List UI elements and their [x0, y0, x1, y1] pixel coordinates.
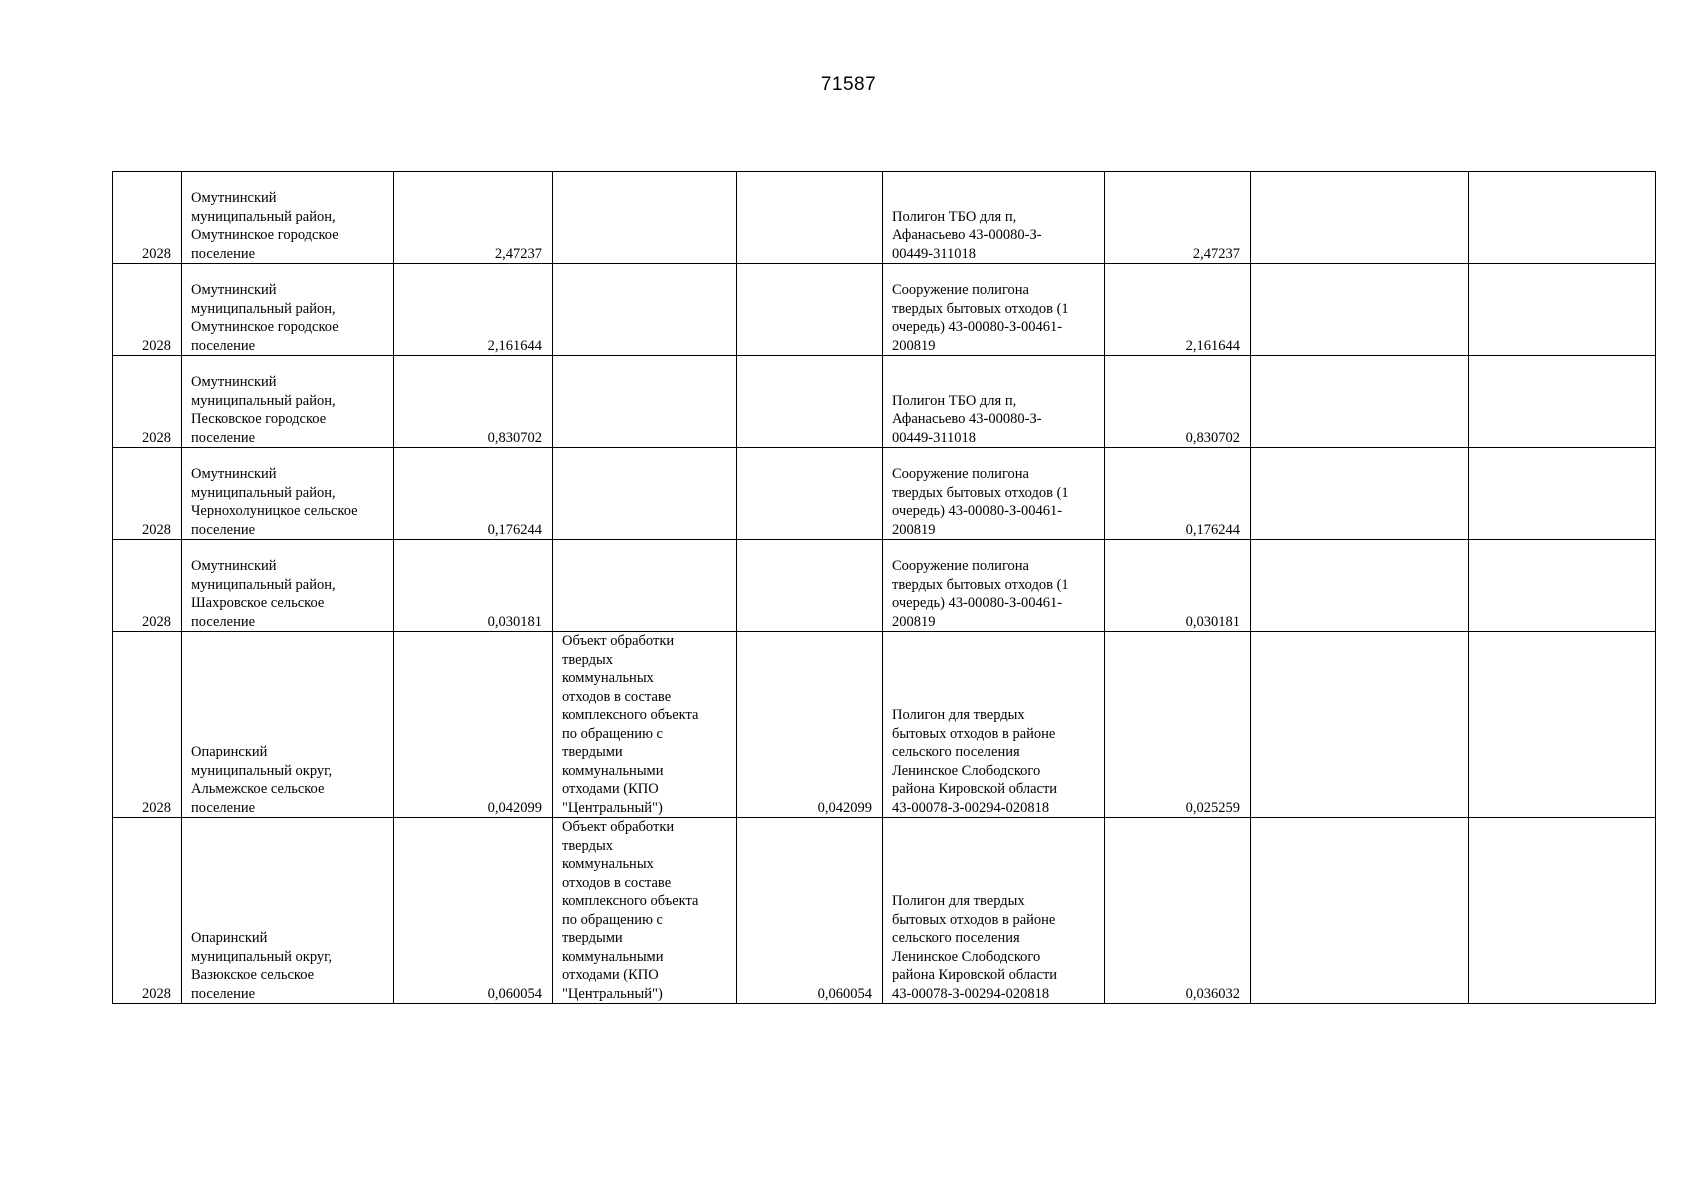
disposal-object-cell: Полигон ТБО для п, Афанасьево 43-00080-З- 00449-311018: [883, 172, 1105, 264]
page-number: 71587: [820, 74, 877, 95]
municipality-cell: Опаринский муниципальный округ, Вазюкское сельское поселение: [182, 818, 394, 1004]
municipality-cell: Омутнинский муниципальный район, Шахровское сельское поселение: [182, 540, 394, 632]
processing-mass-cell: [737, 264, 883, 356]
table-body: [113, 172, 1656, 1004]
mass-cell: 2,161644: [394, 264, 553, 356]
processing-mass-cell: 0,042099: [737, 632, 883, 818]
empty-cell: [1251, 632, 1469, 818]
municipality-cell: Опаринский муниципальный округ, Альмежское сельское поселение: [182, 632, 394, 818]
empty-cell: [1251, 264, 1469, 356]
empty-cell: [1469, 540, 1656, 632]
processing-mass-cell: [737, 172, 883, 264]
empty-cell: [1469, 264, 1656, 356]
municipality-cell: Омутнинский муниципальный район, Омутнинское городское поселение: [182, 264, 394, 356]
year-cell: 2028: [113, 264, 182, 356]
disposal-mass-cell: 0,030181: [1105, 540, 1251, 632]
empty-cell: [1469, 356, 1656, 448]
disposal-mass-cell: 0,176244: [1105, 448, 1251, 540]
year-cell: 2028: [113, 818, 182, 1004]
processing-mass-cell: [737, 540, 883, 632]
processing-object-cell: Объект обработки твердых коммунальных отходов в составе комплексного объекта по обращению с твердыми коммунальными отходами (КПО "Центральный"): [553, 818, 737, 1004]
empty-cell: [1251, 356, 1469, 448]
mass-cell: 0,042099: [394, 632, 553, 818]
municipality-cell: Омутнинский муниципальный район, Чернохолуницкое сельское поселение: [182, 448, 394, 540]
disposal-mass-cell: 0,830702: [1105, 356, 1251, 448]
processing-object-cell: [553, 448, 737, 540]
processing-object-cell: [553, 356, 737, 448]
empty-cell: [1469, 632, 1656, 818]
table-row: [113, 356, 1656, 448]
mass-cell: 0,060054: [394, 818, 553, 1004]
disposal-object-cell: Сооружение полигона твердых бытовых отходов (1 очередь) 43-00080-З-00461- 200819: [883, 264, 1105, 356]
table-row: [113, 264, 1656, 356]
processing-mass-cell: [737, 448, 883, 540]
processing-object-cell: Объект обработки твердых коммунальных отходов в составе комплексного объекта по обращению с твердыми коммунальными отходами (КПО "Центральный"): [553, 632, 737, 818]
processing-mass-cell: [737, 356, 883, 448]
disposal-object-cell: Полигон для твердых бытовых отходов в районе сельского поселения Ленинское Слободского района Кировской области 43-00078-З-00294-020818: [883, 632, 1105, 818]
municipality-cell: Омутнинский муниципальный район, Омутнинское городское поселение: [182, 172, 394, 264]
processing-object-cell: [553, 540, 737, 632]
table-row: [113, 172, 1656, 264]
year-cell: 2028: [113, 540, 182, 632]
year-cell: 2028: [113, 448, 182, 540]
disposal-object-cell: Полигон для твердых бытовых отходов в районе сельского поселения Ленинское Слободского района Кировской области 43-00078-З-00294-020818: [883, 818, 1105, 1004]
mass-cell: 0,030181: [394, 540, 553, 632]
year-cell: 2028: [113, 632, 182, 818]
municipality-cell: Омутнинский муниципальный район, Песковское городское поселение: [182, 356, 394, 448]
table-row: [113, 818, 1656, 1004]
mass-cell: 2,47237: [394, 172, 553, 264]
table-row: [113, 632, 1656, 818]
empty-cell: [1469, 818, 1656, 1004]
disposal-object-cell: Сооружение полигона твердых бытовых отходов (1 очередь) 43-00080-З-00461- 200819: [883, 540, 1105, 632]
year-cell: 2028: [113, 356, 182, 448]
mass-cell: 0,176244: [394, 448, 553, 540]
disposal-mass-cell: 2,161644: [1105, 264, 1251, 356]
disposal-mass-cell: 2,47237: [1105, 172, 1251, 264]
empty-cell: [1251, 448, 1469, 540]
table-row: [113, 448, 1656, 540]
mass-cell: 0,830702: [394, 356, 553, 448]
empty-cell: [1251, 540, 1469, 632]
processing-mass-cell: 0,060054: [737, 818, 883, 1004]
disposal-object-cell: Полигон ТБО для п, Афанасьево 43-00080-З- 00449-311018: [883, 356, 1105, 448]
disposal-object-cell: Сооружение полигона твердых бытовых отходов (1 очередь) 43-00080-З-00461- 200819: [883, 448, 1105, 540]
empty-cell: [1251, 172, 1469, 264]
processing-object-cell: [553, 172, 737, 264]
data-table: [112, 171, 1656, 1004]
empty-cell: [1251, 818, 1469, 1004]
empty-cell: [1469, 172, 1656, 264]
disposal-mass-cell: 0,036032: [1105, 818, 1251, 1004]
processing-object-cell: [553, 264, 737, 356]
empty-cell: [1469, 448, 1656, 540]
disposal-mass-cell: 0,025259: [1105, 632, 1251, 818]
table-row: [113, 540, 1656, 632]
year-cell: 2028: [113, 172, 182, 264]
